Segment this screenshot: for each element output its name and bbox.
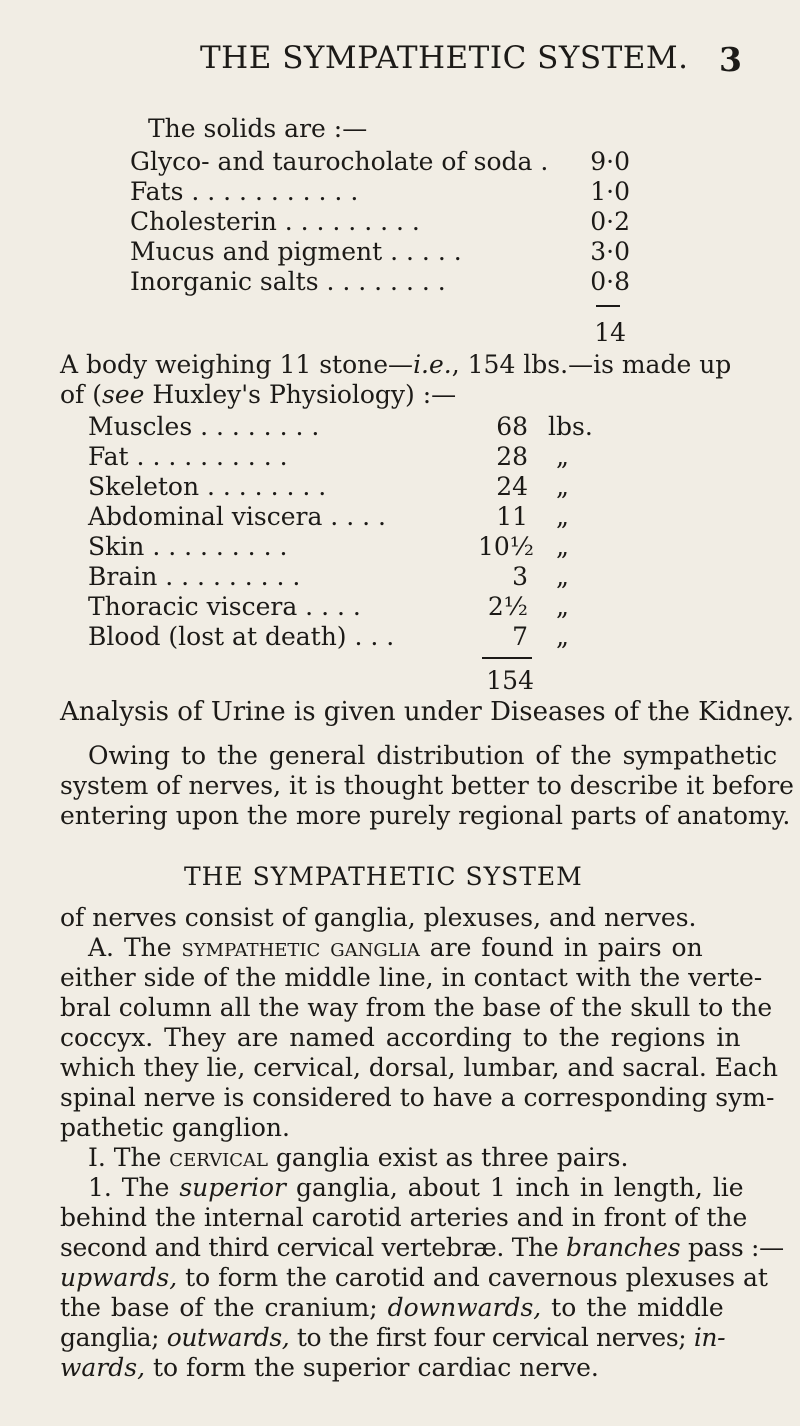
urine-note: Analysis of Urine is given under Diseases of the Kidney. [60, 697, 795, 727]
ganglia-term: sympathetic ganglia [181, 933, 420, 962]
superior-text: to the first four cervical nerves; [289, 1323, 694, 1352]
weight-total-rule [482, 657, 532, 659]
intro-text: A body weighing 11 stone— [60, 350, 414, 379]
superior-term: superior [179, 1173, 287, 1202]
intro-text: of ( [60, 380, 103, 409]
solids-row-label: Inorganic salts . . . . . . . . [130, 267, 446, 296]
section-heading: THE SYMPATHETIC SYSTEM [184, 862, 583, 891]
superior-inwards: in- [693, 1323, 726, 1352]
solids-total: 14 [594, 318, 626, 347]
superior-inwards: wards, [60, 1353, 146, 1382]
cervical-line [88, 1143, 628, 1173]
weight-row-unit: lbs. [548, 412, 593, 441]
superior-line [60, 1323, 725, 1353]
superior-text: pass :— [680, 1233, 784, 1262]
page-header [0, 40, 800, 80]
intro-see: see [102, 380, 145, 409]
cervical-rest: ganglia exist as three pairs. [267, 1143, 629, 1172]
weight-row-label: Skin . . . . . . . . . [88, 532, 288, 561]
body-weight-intro [60, 350, 731, 380]
ganglia-lead: A. The [88, 933, 182, 962]
section-first-line: of nerves consist of ganglia, plexuses, and nerves. [60, 903, 697, 932]
weight-row-label: Fat . . . . . . . . . . [88, 442, 288, 471]
weight-row-label: Thoracic viscera . . . . [88, 592, 361, 621]
intro-text: Huxley's Physiology) :— [144, 380, 457, 409]
ganglia-line: which they lie, cervical, dorsal, lumbar, and sacral. Each [60, 1053, 779, 1082]
solids-row-value: 3·0 [590, 237, 630, 266]
superior-text: the base of the cranium; [60, 1293, 388, 1322]
superior-rest: ganglia, about 1 inch in length, lie [286, 1173, 744, 1202]
intro-text: , 154 lbs.—is made up [451, 350, 732, 379]
solids-row-label: Glyco- and taurocholate of soda . [130, 147, 549, 176]
ganglia-line: pathetic ganglion. [60, 1113, 290, 1142]
weight-row-value: 3 [512, 562, 528, 591]
ganglia-line: either side of the middle line, in contact with the verte- [60, 963, 763, 992]
superior-downwards: downwards, [387, 1293, 542, 1322]
solids-row-value: 0·2 [590, 207, 630, 236]
owing-line: system of nerves, it is thought better to describe it before [60, 771, 794, 800]
intro-ie: i.e. [413, 350, 452, 379]
solids-row-value: 1·0 [590, 177, 630, 206]
superior-line [60, 1293, 724, 1323]
cervical-lead: I. The [88, 1143, 170, 1172]
running-title: THE SYMPATHETIC SYSTEM. [200, 40, 689, 76]
weight-row-value: 68 [496, 412, 528, 441]
body-weight-intro-2 [60, 380, 456, 410]
solids-row-label: Mucus and pigment . . . . . [130, 237, 462, 266]
solids-total-rule [596, 305, 620, 307]
weight-row-unit: „ [556, 502, 569, 531]
ganglia-line: bral column all the way from the base of the skull to the [60, 993, 773, 1022]
weight-total: 154 [486, 666, 534, 695]
solids-row-label: Fats . . . . . . . . . . . [130, 177, 359, 206]
weight-row-unit: „ [556, 592, 569, 621]
superior-text: to form the carotid and cavernous plexuses at [177, 1263, 768, 1292]
weight-row-value: 28 [496, 442, 528, 471]
page-number: 3 [719, 40, 742, 79]
superior-line [60, 1353, 599, 1383]
weight-row-unit: „ [556, 442, 569, 471]
superior-branches: branches [566, 1233, 681, 1262]
cervical-term: cervical [169, 1143, 268, 1172]
ganglia-rest: are found in pairs on [419, 933, 703, 962]
weight-row-unit: „ [556, 622, 569, 651]
superior-text: ganglia; [60, 1323, 167, 1352]
superior-line [60, 1263, 768, 1293]
weight-row-value: 10½ [478, 532, 535, 561]
superior-lead: 1. The [88, 1173, 180, 1202]
weight-row-value: 24 [496, 472, 528, 501]
weight-row-unit: „ [556, 562, 569, 591]
owing-line: entering upon the more purely regional parts of anatomy. [60, 801, 791, 830]
weight-row-label: Skeleton . . . . . . . . [88, 472, 327, 501]
ganglia-line: coccyx. They are named according to the regions in [60, 1023, 741, 1052]
superior-outwards: outwards, [166, 1323, 290, 1352]
solids-row-label: Cholesterin . . . . . . . . . [130, 207, 420, 236]
superior-upwards: upwards, [60, 1263, 178, 1292]
superior-text: to the middle [541, 1293, 724, 1322]
weight-row-unit: „ [556, 532, 569, 561]
weight-row-value: 2½ [487, 592, 528, 621]
ganglia-first-line [88, 933, 703, 963]
solids-row-value: 0·8 [590, 267, 630, 296]
weight-row-label: Brain . . . . . . . . . [88, 562, 301, 591]
weight-row-label: Blood (lost at death) . . . [88, 622, 395, 651]
superior-text: to form the superior cardiac nerve. [145, 1353, 599, 1382]
superior-text: second and third cervical vertebræ. The [60, 1233, 567, 1262]
weight-row-unit: „ [556, 472, 569, 501]
superior-line [60, 1233, 784, 1263]
ganglia-line: spinal nerve is considered to have a corresponding sym- [60, 1083, 775, 1112]
weight-row-value: 7 [512, 622, 528, 651]
weight-row-label: Muscles . . . . . . . . [88, 412, 320, 441]
weight-row-value: 11 [496, 502, 528, 531]
superior-line [88, 1173, 744, 1203]
solids-intro: The solids are :— [148, 114, 368, 143]
weight-row-label: Abdominal viscera . . . . [88, 502, 386, 531]
solids-row-value: 9·0 [590, 147, 630, 176]
owing-line: Owing to the general distribution of the sympathetic [88, 741, 778, 770]
superior-line: behind the internal carotid arteries and in front of the [60, 1203, 748, 1232]
